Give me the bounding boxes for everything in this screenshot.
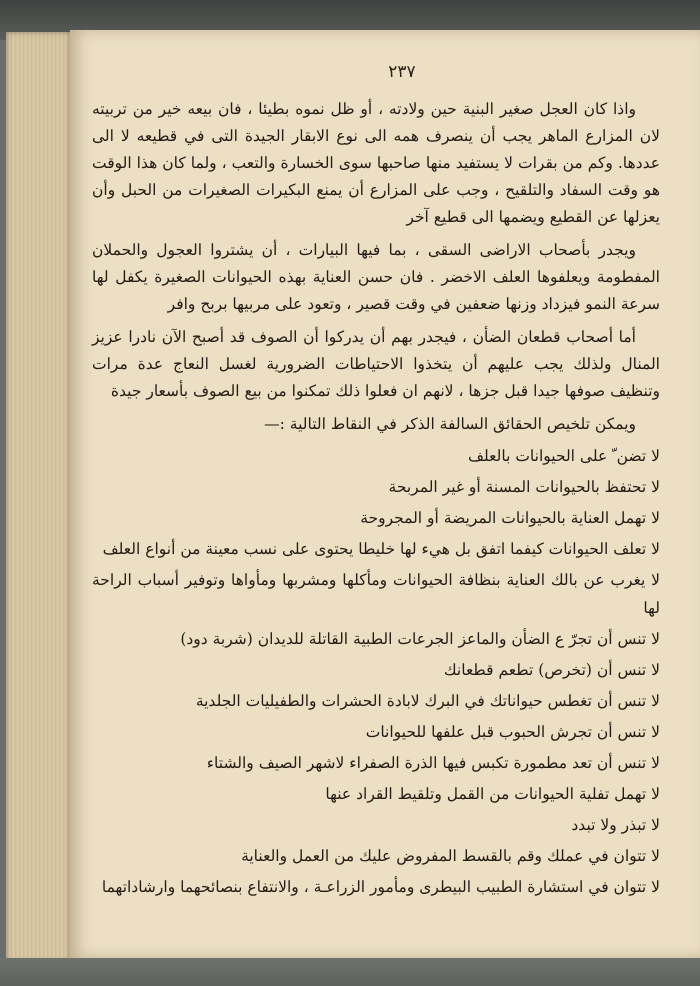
paragraph-irrigated-land: ويجدر بأصحاب الاراضى السقى ، بما فيها البيارات ، أن يشتروا العجول والحملان المفطومة ويعلفوها العلف الاخضر . فان حسن العناية بهذه الحيوانات الصغيرة يكفل لها سرعة النمو فيزداد وزنها ضعفين في وقت قصير ، وتعود على مربيها بربح وافر bbox=[92, 241, 660, 313]
paragraph-summary-intro: ويمكن تلخيص الحقائق السالفة الذكر في النقاط التالية :— bbox=[264, 415, 636, 433]
list-item: لا يغرب عن بالك العناية بنظافة الحيوانات ومأكلها ومشربها ومأواها وتوفير أسباب الراحة لها bbox=[92, 571, 660, 617]
list-item: لا تنس أن تجرّ ع الضأن والماعز الجرعات الطبية القاتلة للديدان (شربة دود) bbox=[180, 630, 660, 648]
list-item: لا تنس أن (تخرص) تطعم قطعانك bbox=[443, 661, 660, 679]
list-item: لا تبذر ولا تبدد bbox=[571, 816, 660, 834]
list-item: لا تنس أن تعد مطمورة تكبس فيها الذرة الصفراء لاشهر الصيف والشتاء bbox=[206, 754, 660, 772]
list-item: لا تتوان في استشارة الطبيب البيطرى ومأمور الزراعـة ، والانتفاع بنصائحهما وارشاداتهما bbox=[101, 878, 660, 896]
list-item: لا تنس أن تجرش الحبوب قبل علفها للحيوانات bbox=[365, 723, 660, 741]
list-item: لا تحتفظ بالحيوانات المسنة أو غير المربحة bbox=[388, 478, 660, 496]
page-edges bbox=[6, 32, 72, 962]
page-body bbox=[92, 96, 660, 904]
list-item: لا تهمل العناية بالحيوانات المريضة أو المجروحة bbox=[360, 509, 660, 527]
list-item: لا تعلف الحيوانات كيفما اتفق بل هيء لها خليطا يحتوى على نسب معينة من أنواع العلف bbox=[102, 540, 660, 558]
list-item: لا تهمل تفلية الحيوانات من القمل وتلقيط القراد عنها bbox=[325, 785, 660, 803]
paragraph-calves: واذا كان العجل صغير البنية حين ولادته ، أو ظل نموه بطيئا ، فان بيعه خير من تربيته لان المزارع الماهر يجب أن ينصرف همه الى نوع الابقار الجيدة التى في قطيعه لا الى عددها. وكم من بقرات لا يستفيد منها صاحبها سوى الخسارة والتعب ، ولما كان هذا الوقت هو وقت السفاد والتلقيح ، وجب على المزارع أن يمنع البكيرات الصغيرات من الحبل وأن يعزلها عن القطيع ويضمها الى قطيع آخر bbox=[92, 100, 660, 226]
page-number: ٢٣٧ bbox=[388, 62, 416, 82]
background-bottom bbox=[0, 958, 700, 986]
paragraph-sheep-owners: أما أصحاب قطعان الضأن ، فيجدر بهم أن يدركوا أن الصوف قد أصبح الآن نادرا عزيز المنال ولذلك يجب عليهم أن يتخذوا الاحتياطات الضرورية لغسل النعاج عدة مرات وتنظيف صوفها جيدا قبل جزها ، لانهم ان فعلوا ذلك تمكنوا من بيع الصوف بأسعار جيدة bbox=[92, 328, 660, 400]
list-item: لا تنس أن تغطس حيواناتك في البرك لابادة الحشرات والطفيليات الجلدية bbox=[195, 692, 660, 710]
list-item: لا تتوان في عملك وقم بالقسط المفروض عليك من العمل والعناية bbox=[241, 847, 660, 865]
summary-points-list bbox=[92, 442, 660, 901]
list-item: لا تضن ّ على الحيوانات بالعلف bbox=[467, 447, 660, 465]
